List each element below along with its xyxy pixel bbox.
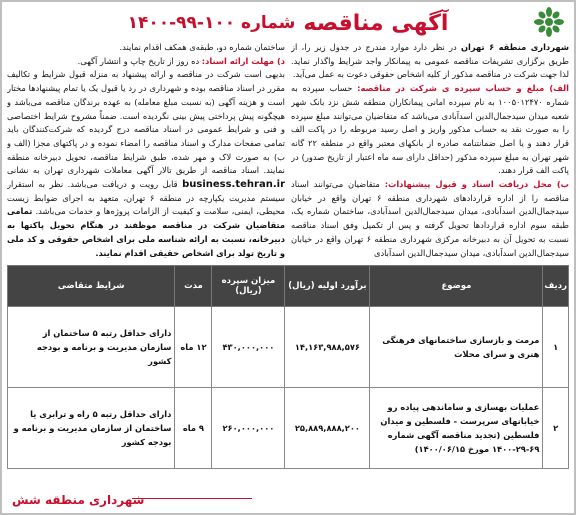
row-estimate: ۱۴,۱۶۳,۹۸۸,۵۷۶ bbox=[285, 307, 370, 388]
section-d bbox=[7, 55, 285, 69]
tender-website-link[interactable]: business.tehran.ir bbox=[182, 179, 285, 191]
row-conditions: دارای حداقل رتبه ۵ راه و ترابری یا ساختمان از سازمان مدیریت و برنامه و بودجه کشور bbox=[8, 388, 175, 469]
section-b-label: ب) محل دریافت اسناد و قبول پیشنهادات: bbox=[384, 179, 569, 190]
col-row-number: ردیف bbox=[543, 266, 569, 307]
table-header-row bbox=[8, 266, 569, 307]
id-requirement-text: تمامی متقاضیان شرکت در مناقصه موظفند در هنگام تحویل پاکتها به دبیرخانه، نسبت به ارائه شناسه ملی برای اشخاص حقوقی و کد ملی و تاریخ تولد برای اشخاص حقیقی اقدام نمایند. bbox=[7, 206, 285, 258]
right-column bbox=[291, 41, 569, 263]
notice-header bbox=[7, 5, 569, 41]
notice-title: آگهی مناقصه bbox=[303, 10, 449, 36]
section-a-text: حساب سپرده به شماره ۱۰۰۵۰۱۲۴۷۰ به نام سپرده امانی پیمانکاران منطقه شش نزد بانک شهر شعبه میدان سیدجمال‌الدین اسدآبادی می‌باشد که متقاضیان می‌توانند مبلغ سپرده را به صورت نقد به حساب مذکور واریز و اصل رسید مربوطه را در پاکت الف قرار دهند و یا اصل ضمانتنامه صادره از بانکهای معتبر واقع در منطقه ۲۲ گانه شهر تهران به مبلغ سپرده مذکور (حداقل دارای سه ماه اعتبار از تاریخ صدور) در پاکت الف قرار دهند. bbox=[291, 83, 569, 176]
section-d-text: ده روز از تاریخ چاپ و انتشار آگهی. bbox=[77, 55, 202, 66]
hse-text: قابل رویت و دریافت می‌باشد. نظر به استقرار سیستم مدیریت یکپارچه در منطقه ۶ تهران، متعهد به اجرای ضوابط زیست محیطی، ایمنی، سلامت و کیفیت از الزامات پروژه‌ها و خدمات می‌باشد. bbox=[7, 179, 285, 217]
row-number: ۱ bbox=[543, 307, 569, 388]
col-subject: موضوع bbox=[370, 266, 543, 307]
table-row bbox=[8, 388, 569, 469]
col-duration: مدت bbox=[175, 266, 212, 307]
section-d-label: د) مهلت ارائه اسناد: bbox=[201, 55, 285, 66]
row-conditions: دارای حداقل رتبه ۵ ساختمان از سازمان مدیریت و برنامه و بودجه کشور bbox=[8, 307, 175, 388]
municipality-logo-icon bbox=[531, 7, 567, 37]
section-a-label: الف) مبلغ و حساب سپرده ی شرکت در مناقصه: bbox=[357, 83, 569, 94]
section-b-text: متقاضیان می‌توانند اسناد مناقصه را از اداره قراردادهای شهرداری منطقه ۶ تهران واقع در خیابان سیدجمال‌الدین اسدآبادی، میدان سیدجمال‌الدین اسدآبادی، ساختمان شماره یک، طبقه سوم اداره قراردادها تحویل گرفته و پس از تکمیل وفق اسناد مناقصه نسبت به تحویل آن به دبیرخانه مرکزی شهرداری منطقه ۶ تهران واقع در خیابان سیدجمال‌الدین اسدآبادی، میدان سیدجمال‌الدین اسدآبادی bbox=[291, 179, 569, 258]
org-name: شهرداری منطقه ۶ تهران bbox=[460, 42, 569, 52]
row-number: ۲ bbox=[543, 388, 569, 469]
conditions-paragraph bbox=[7, 68, 285, 260]
col-deposit: میزان سپرده (ریال) bbox=[212, 266, 285, 307]
row-estimate: ۲۵,۸۸۹,۸۸۸,۲۰۰ bbox=[285, 388, 370, 469]
left-intro: ساختمان شماره دو، طبقه‌ی همکف اقدام نمایند. bbox=[119, 42, 285, 52]
intro-text: در نظر دارد موارد مندرج در جدول زیر را، از طریق برگزاری تشریفات مناقصه عمومی به پیمانکار واجد شرایط واگذار نماید. لذا جهت شرکت در مناقصه مذکور از کلیه اشخاص حقوقی دعوت به عمل می‌آید. bbox=[291, 42, 569, 80]
section-a bbox=[291, 82, 569, 178]
row-deposit: ۲۶۰,۰۰۰,۰۰۰ bbox=[212, 388, 285, 469]
row-duration: ۱۲ ماه bbox=[175, 307, 212, 388]
conditions-text: بدیهی است شرکت در مناقصه و ارائه پیشنهاد به منزله قبول شرایط و تکالیف مقرر در اسناد مناقصه بوده و شهرداری در رد یا قبول یک یا تمام پیشنهادها مختار است و هزینه آگهی (به نسبت مبلغ معامله) به عهده برندگان مناقصه می‌باشد و هیچگونه پیش پرداختی پیش بینی نگردیده است. ضمناً مشروح شرایط اختصاصی و فنی و شرایط عمومی در اسناد مناقصه درج گردیده که شرکت‌کنندگان باید تمامی صفحات مدارک و اسناد مناقصه را امضاء نموده و در پاکتهای مجزا (الف و ب) به صورت لاک و مهر شده، طبق شرایط مناقصه، تحویل دبیرخانه منطقه نمایند. اسناد مناقصه از طریق تالار آگهی معاملات شهرداری تهران به نشانی bbox=[7, 69, 285, 176]
intro-paragraph bbox=[291, 41, 569, 82]
row-duration: ۹ ماه bbox=[175, 388, 212, 469]
notice-body bbox=[7, 41, 569, 263]
table-row bbox=[8, 307, 569, 388]
tender-table bbox=[7, 265, 569, 469]
col-estimate: برآورد اولیه (ریال) bbox=[285, 266, 370, 307]
notice-number: شماره ۱۰۰-۹۹-۱۴۰۰ bbox=[127, 13, 296, 33]
section-b bbox=[291, 178, 569, 260]
left-column bbox=[7, 41, 285, 263]
row-subject: عملیات بهسازی و ساماندهی پیاده رو خیابانهای سرپرست - فلسطین و میدان فلسطین (تجدید مناقصه آگهی شماره ۶۹-۲۹-۱۴۰۰ مورخ ۱۴۰۰/۰۶/۱۵) bbox=[370, 388, 543, 469]
footer-signature: شهرداری منطقه شش bbox=[12, 493, 145, 507]
row-subject: مرمت و بازسازی ساختمانهای فرهنگی هنری و سرای محلات bbox=[370, 307, 543, 388]
col-conditions: شرایط متقاضی bbox=[8, 266, 175, 307]
footer-divider bbox=[132, 498, 252, 499]
row-deposit: ۴۳۰,۰۰۰,۰۰۰ bbox=[212, 307, 285, 388]
